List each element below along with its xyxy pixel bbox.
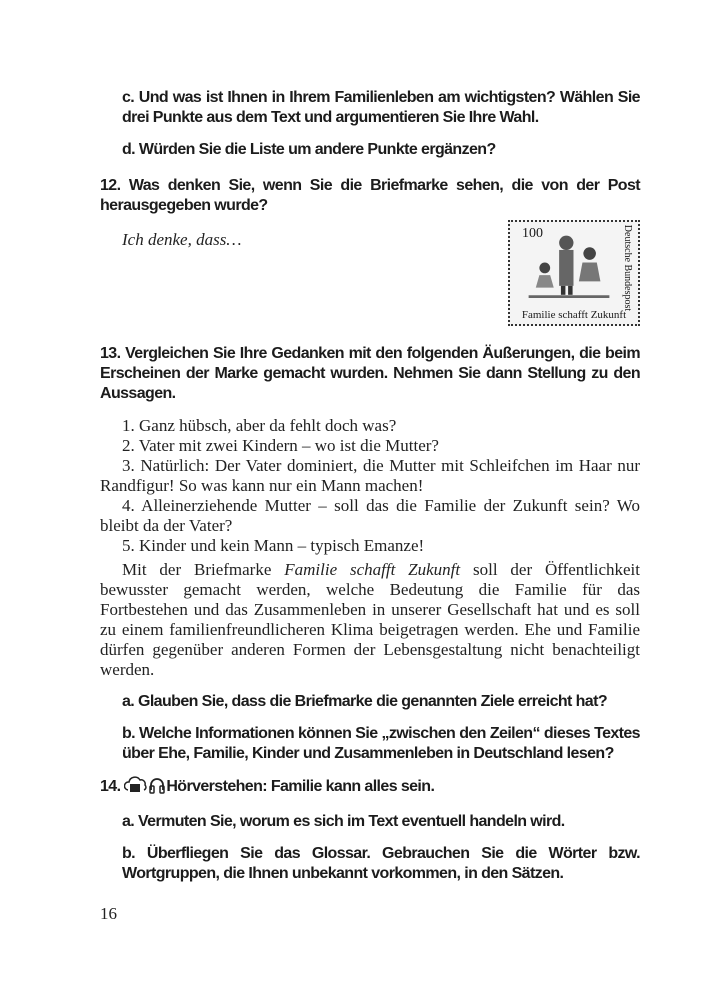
task-number: 14. xyxy=(100,778,121,795)
answer-prompt: Ich denke, dass… xyxy=(122,230,242,249)
task-14a: a. Vermuten Sie, worum es sich im Text eventuell handeln wird. xyxy=(122,813,565,830)
stamp-title: Familie schafft Zukunft xyxy=(284,560,461,579)
task-11d: d. Würden Sie die Liste um andere Punkte ergänzen? xyxy=(122,141,496,158)
info-paragraph xyxy=(100,560,640,680)
statements-list xyxy=(100,416,640,680)
stamp-issuer: Deutsche Bundespost xyxy=(621,224,633,312)
statement: 1. Ganz hübsch, aber da fehlt doch was? xyxy=(122,416,397,435)
statement: 5. Kinder und kein Mann – typisch Emanze! xyxy=(122,536,425,555)
task-14-heading: Hörverstehen: Familie kann alles sein. xyxy=(166,778,435,795)
task-14-title xyxy=(100,776,640,800)
statement: 4. Alleinerziehende Mutter – soll das die Familie der Zukunft sein? Wo bleibt da der Vater? xyxy=(100,496,640,535)
task-12 xyxy=(100,176,640,326)
task-14b: b. Überfliegen Sie das Glossar. Gebrauchen Sie die Wörter bzw. Wortgruppen, die Ihnen unbekannt vorkommen, in den Sätzen. xyxy=(122,845,640,882)
statement: 3. Natürlich: Der Vater dominiert, die Mutter mit Schleifchen im Haar nur Randfigur! So was kann nur ein Mann machen! xyxy=(100,456,640,495)
task-12-title: 12. Was denken Sie, wenn Sie die Briefmarke sehen, die von der Post herausgegeben wurde? xyxy=(100,177,640,214)
task-11c: c. Und was ist Ihnen in Ihrem Familienleben am wichtigsten? Wählen Sie drei Punkte aus dem Text und argumentieren Sie Ihre Wahl. xyxy=(122,89,640,126)
page-number: 16 xyxy=(100,904,117,923)
stamp-caption: Familie schafft Zukunft xyxy=(521,309,627,321)
statement: 2. Vater mit zwei Kindern – wo ist die Mutter? xyxy=(122,436,439,455)
task-13b: b. Welche Informationen können Sie „zwischen den Zeilen“ dieses Textes über Ehe, Familie, Kinder und Zusammenleben in Deutschland lesen? xyxy=(122,725,640,762)
cloud-folder-icon xyxy=(124,776,148,800)
family-drawing xyxy=(524,232,614,302)
para-text: soll der Öffentlichkeit bewusster gemacht werden, welche Bedeutung die Familie für das Fortbestehen und das Zusammenleben in unserer Gesellschaft hat und es soll zu einem familienfreundlicheren Klima beigetragen werden. Ehe und Familie dürfen gegenüber anderen Formen der Lebensgestaltung nicht benachteiligt werden. xyxy=(100,560,641,679)
para-text: Mit der Briefmarke xyxy=(122,560,285,579)
task-13a: a. Glauben Sie, dass die Briefmarke die genannten Ziele erreicht hat? xyxy=(122,693,607,710)
stamp-image xyxy=(508,220,640,326)
headphones-icon xyxy=(148,776,166,800)
task-13-title: 13. Vergleichen Sie Ihre Gedanken mit den folgenden Äußerungen, die beim Erscheinen der Marke gemacht wurden. Nehmen Sie dann Stellung zu den Aussagen. xyxy=(100,345,640,402)
stamp-value: 100 xyxy=(522,226,543,241)
